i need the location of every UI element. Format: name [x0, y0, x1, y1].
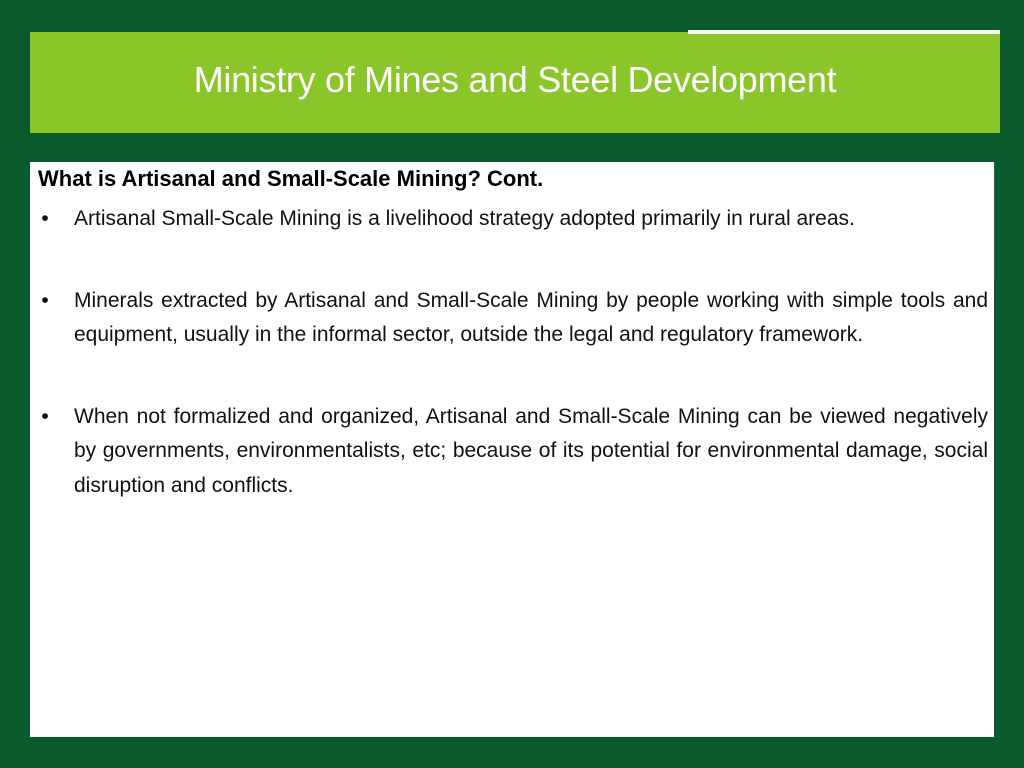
title-bar — [30, 32, 1000, 133]
bullet-list — [38, 202, 988, 550]
bullet-text: Artisanal Small-Scale Mining is a livelihood strategy adopted primarily in rural areas. — [74, 207, 855, 230]
slide-title: Ministry of Mines and Steel Development — [193, 58, 837, 100]
bullet-text: Minerals extracted by Artisanal and Small-Scale Mining by people working with simple tools and equipment, usually in the informal sector, outside the legal and regulatory framework. — [74, 288, 988, 346]
bullet-item — [38, 284, 988, 353]
bullet-item — [38, 202, 988, 237]
bullet-dot-icon: • — [41, 404, 49, 428]
bullet-item — [38, 400, 988, 504]
content-panel — [30, 162, 994, 737]
bullet-dot-icon: • — [41, 288, 49, 312]
bullet-dot-icon: • — [41, 207, 49, 230]
bullet-text: When not formalized and organized, Artisanal and Small-Scale Mining can be viewed negatively by governments, environmentalists, etc; because of its potential for environmental damage, social disruption and conflicts. — [74, 404, 988, 497]
section-subheading: What is Artisanal and Small-Scale Mining? Cont. — [38, 166, 544, 191]
